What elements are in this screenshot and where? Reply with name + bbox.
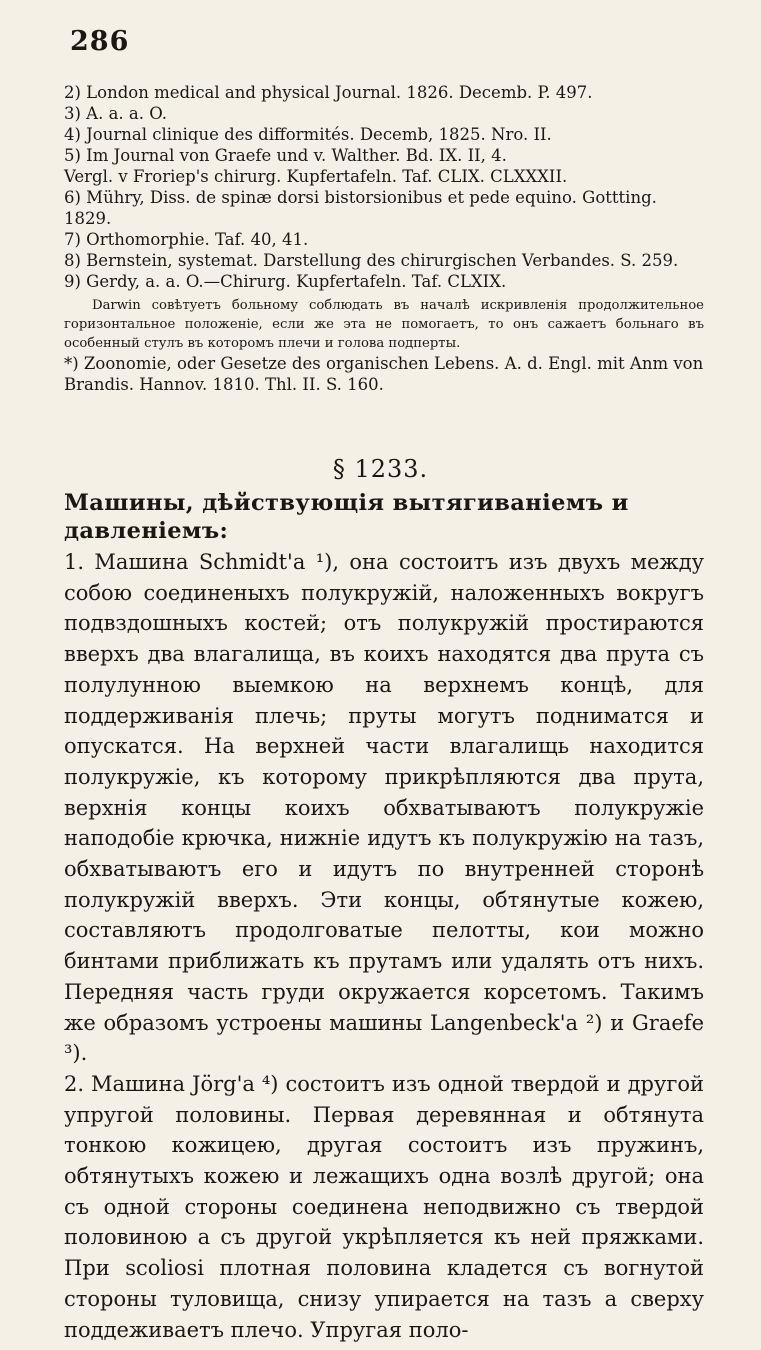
footnote: 8) Bernstein, systemat. Darstellung des chirurgischen Verbandes. S. 259. (64, 251, 679, 270)
body-text (64, 547, 704, 1345)
section-subtitle: Машины, дѣйствующія вытягиваніемъ и давленіемъ: (64, 490, 629, 544)
footnote: 9) Gerdy, a. a. O.—Chirurg. Kupfertafeln. Taf. CLXIX. (64, 272, 507, 291)
section-heading: § 1233. (332, 455, 429, 483)
footnote: 4) Journal clinique des difformités. Decemb, 1825. Nro. II. (64, 125, 552, 144)
footnote: 2) London medical and physical Journal. 1826. Decemb. P. 497. (64, 83, 593, 102)
footnotes (64, 82, 704, 395)
star-note: *) Zoonomie, oder Gesetze des organischen Lebens. A. d. Engl. mit Anm von Brandis. Hannov. 1810. Thl. II. S. 160. (64, 354, 704, 394)
footnote: 7) Orthomorphie. Taf. 40, 41. (64, 230, 309, 249)
footnote: 6) Mühry, Diss. de spinæ dorsi bistorsionibus et pede equino. Gottting. 1829. (64, 188, 657, 228)
paragraph: 2. Машина Jörg'а ⁴) состоитъ изъ одной твердой и другой упругой половины. Первая деревянная и обтянута тонкою кожицею, другая состоитъ изъ пружинъ, обтянутыхъ кожею и лежащихъ одна возлѣ другой; она съ одной стороны соединена неподвижно съ твердой половиною а съ другой укрѣпляется къ ней пряжками. При scoliosi плотная половина кладется съ вогнутой стороны туловища, снизу упирается на тазъ а сверху поддеживаетъ плечо. Упругая поло- (64, 1071, 704, 1342)
page-number: 286 (70, 26, 130, 57)
footnote: Vergl. v Froriep's chirurg. Kupfertafeln. Taf. CLIX. CLXXXII. (64, 167, 568, 186)
russian-note: Darwin совѣтуетъ больному соблюдать въ началѣ искривленія продолжительное горизонтальное положеніе, если же эта не помогаетъ, то онъ сажаетъ больнаго въ особенный стулъ въ которомъ плечи и голова подперты. (64, 298, 704, 351)
footnote: 3) A. a. a. O. (64, 104, 168, 123)
paragraph: 1. Машина Schmidt'а ¹), она состоитъ изъ двухъ между собою соединеныхъ полукружій, наложенныхъ вокругъ подвздошныхъ костей; отъ полукружій простираются вверхъ два влагалища, въ коихъ находятся два прута съ полулунною выемкою на верхнемъ концѣ, для поддерживанія плечь; пруты могутъ подниматся и опускатся. На верхней части влагалищь находится полукружіе, къ которому прикрѣпляются два прута, верхнія концы коихъ обхватываютъ полукружіе наподобіе крючка, нижніе идутъ къ полукружію на тазъ, обхватываютъ его и идутъ по внутренней сторонѣ полукружій вверхъ. Эти концы, обтянутые кожею, составляютъ продолговатые пелотты, кои можно бинтами приближать къ прутамъ или удалять отъ нихъ. Передняя часть груди окружается корсетомъ. Такимъ же образомъ устроены машины Langenbeck'а ²) и Graefe ³). (64, 550, 704, 1066)
footnote: 5) Im Journal von Graefe und v. Walther. Bd. IX. II, 4. (64, 146, 507, 165)
